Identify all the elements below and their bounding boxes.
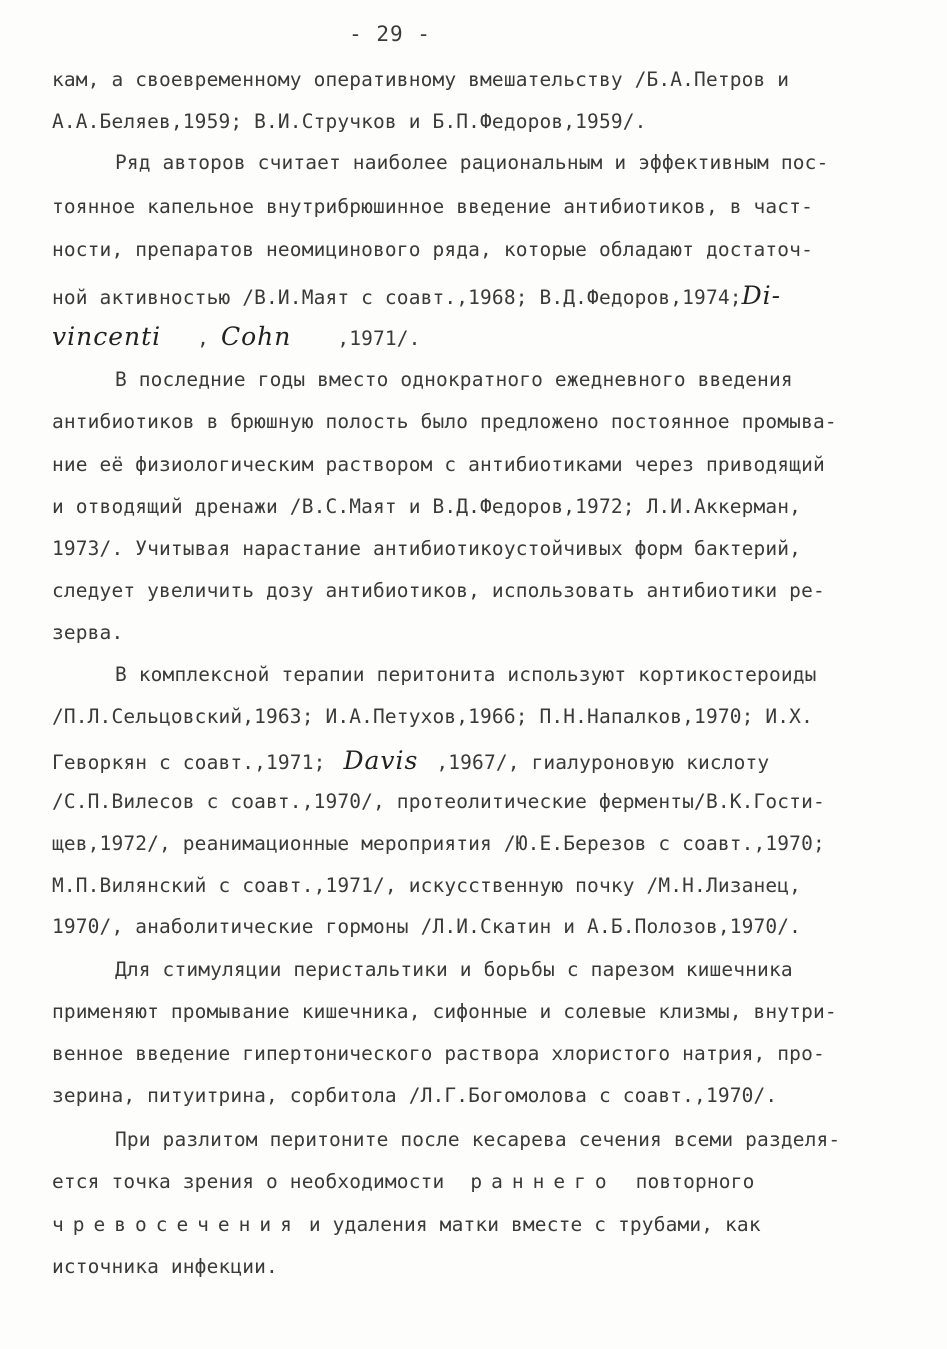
text-line: и отводящий дренажи /В.С.Маят и В.Д.Федоров,1972; Л.И.Аккерман, (52, 495, 802, 518)
text-line: 1970/, анаболитические гормоны /Л.И.Скатин и А.Б.Полозов,1970/. (52, 915, 802, 938)
text-line (52, 1215, 761, 1235)
text-line: А.А.Беляев,1959; В.И.Стручков и Б.П.Федоров,1959/. (52, 110, 647, 133)
handwritten-name: Davis (343, 746, 419, 775)
text-line: В последние годы вместо однократного ежедневного введения (115, 368, 793, 391)
text-segment: повторного (635, 1170, 755, 1193)
text-segment: ,1971/. (337, 327, 421, 350)
text-line: зерина, питуитрина, сорбитола /Л.Г.Богомолова с соавт.,1970/. (52, 1084, 778, 1107)
text-line: /С.П.Вилесов с соавт.,1970/, протеолитические ферменты/В.К.Гости- (52, 790, 825, 813)
spaced-emphasis-word: чревосечения (52, 1213, 301, 1236)
text-line (52, 324, 421, 349)
text-line: источника инфекции. (52, 1255, 278, 1278)
text-line: Для стимуляции перистальтики и борьбы с парезом кишечника (115, 958, 793, 981)
text-line: ние её физиологическим раствором с антибиотиками через приводящий (52, 453, 825, 476)
text-segment: ,1967/, гиалуроновую кислоту (436, 751, 770, 774)
text-line: В комплексной терапии перитонита используют кортикостероиды (115, 663, 817, 686)
handwritten-name: Cohn (220, 322, 292, 351)
text-segment: ной активностью /В.И.Маят с соавт.,1968; В.Д.Федоров,1974; (52, 286, 742, 309)
text-line: щев,1972/, реанимационные мероприятия /Ю.Е.Березов с соавт.,1970; (52, 832, 825, 855)
handwritten-name: vincenti (52, 322, 162, 351)
text-line: венное введение гипертонического раствора хлористого натрия, про- (52, 1042, 825, 1065)
page-number: - 29 - (349, 22, 431, 46)
text-segment: и удаления матки вместе с трубами, как (308, 1213, 761, 1236)
spaced-emphasis-word: раннего (470, 1170, 616, 1193)
text-line: /П.Л.Сельцовский,1963; И.А.Петухов,1966; П.Н.Напалков,1970; И.Х. (52, 705, 813, 728)
text-line: применяют промывание кишечника, сифонные и солевые клизмы, внутри- (52, 1000, 837, 1023)
text-line: М.П.Вилянский с соавт.,1971/, искусственную почку /М.Н.Лизанец, (52, 874, 802, 897)
handwritten-name: Di- (741, 281, 782, 310)
text-line: кам, а своевременному оперативному вмешательству /Б.А.Петров и (52, 68, 790, 91)
text-segment: Геворкян с соавт.,1971; (52, 751, 326, 774)
text-line (52, 283, 781, 308)
text-line (52, 748, 769, 773)
text-line: следует увеличить дозу антибиотиков, использовать антибиотики ре- (52, 579, 825, 602)
text-line: ности, препаратов неомицинового ряда, которые обладают достаточ- (52, 238, 813, 261)
text-line: При разлитом перитоните после кесарева сечения всеми разделя- (115, 1128, 841, 1151)
text-segment: , (197, 327, 221, 350)
text-line (52, 1172, 754, 1192)
text-segment: ется точка зрения о необходимости (52, 1170, 445, 1193)
text-line: Ряд авторов считает наиболее рациональным и эффективным пос- (115, 151, 829, 174)
text-line: зерва. (52, 621, 124, 644)
text-line: тоянное капельное внутрибрюшинное введение антибиотиков, в част- (52, 195, 813, 218)
text-line: антибиотиков в брюшную полость было предложено постоянное промыва- (52, 410, 837, 433)
text-line: 1973/. Учитывая нарастание антибиотикоустойчивых форм бактерий, (52, 537, 802, 560)
